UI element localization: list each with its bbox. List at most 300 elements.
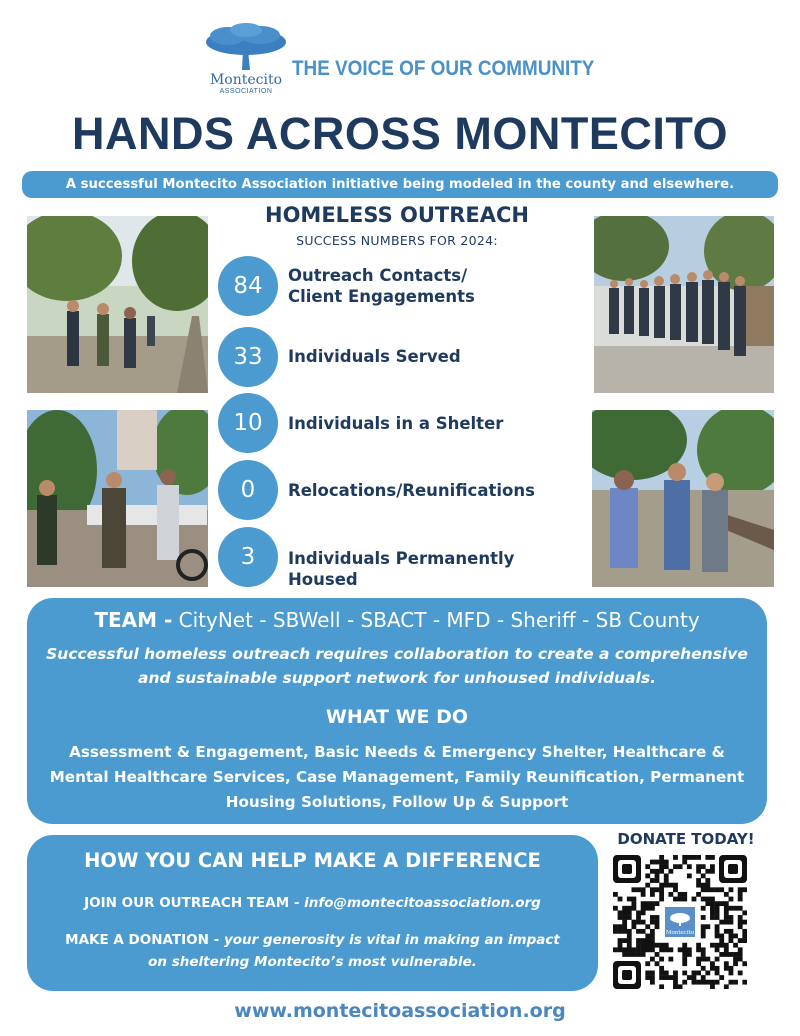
qr-module xyxy=(636,938,641,943)
qr-module xyxy=(659,966,664,971)
qr-module xyxy=(645,873,650,878)
qr-module xyxy=(678,984,683,989)
qr-module xyxy=(719,934,724,939)
qr-module xyxy=(645,924,650,929)
stat-value: 0 xyxy=(218,460,278,520)
qr-module xyxy=(659,869,664,874)
qr-module xyxy=(692,971,697,976)
what-we-do-description: Assessment & Engagement, Basic Needs & Emergency Shelter, Healthcare & Mental Healthcare Services, Case Management, Family Reunification, Permanent Housing Solutions, Follow Up & Support xyxy=(49,743,745,811)
qr-module xyxy=(636,947,641,952)
stat-label xyxy=(288,265,475,307)
qr-module xyxy=(719,901,724,906)
donate-text: your generosity is vital in making an impact on sheltering Montecito’s most vulnerable. xyxy=(148,932,560,970)
qr-module xyxy=(664,975,669,980)
qr-module xyxy=(678,947,683,952)
help-title: HOW YOU CAN HELP MAKE A DIFFERENCE xyxy=(84,849,541,872)
qr-module xyxy=(729,906,734,911)
outreach-subtitle: SUCCESS NUMBERS FOR 2024: xyxy=(296,233,498,248)
help-panel xyxy=(27,835,598,991)
qr-module xyxy=(622,906,627,911)
qr-module xyxy=(627,943,632,948)
qr-module xyxy=(655,878,660,883)
team-panel xyxy=(27,598,767,824)
qr-module xyxy=(687,975,692,980)
qr-module xyxy=(622,947,627,952)
qr-module xyxy=(645,901,650,906)
qr-module xyxy=(701,957,706,962)
qr-module xyxy=(733,961,738,966)
qr-module xyxy=(631,947,636,952)
qr-module xyxy=(705,887,710,892)
qr-module xyxy=(729,938,734,943)
qr-module xyxy=(710,855,715,860)
qr-module xyxy=(673,975,678,980)
qr-module xyxy=(668,957,673,962)
qr-module xyxy=(710,887,715,892)
qr-module xyxy=(678,892,683,897)
qr-module xyxy=(682,961,687,966)
join-email-link[interactable]: info@montecitoassociation.org xyxy=(304,895,541,911)
qr-module xyxy=(701,915,706,920)
stat-label-line: Housed xyxy=(288,570,358,589)
stat-value: 84 xyxy=(218,256,278,316)
qr-module xyxy=(631,887,636,892)
qr-module xyxy=(622,952,627,957)
qr-module xyxy=(627,915,632,920)
stat-relocations xyxy=(218,460,588,520)
what-we-do-title: WHAT WE DO xyxy=(325,706,469,728)
qr-module xyxy=(729,980,734,985)
qr-module xyxy=(696,855,701,860)
qr-module xyxy=(682,855,687,860)
qr-module xyxy=(715,924,720,929)
qr-module xyxy=(655,943,660,948)
qr-module xyxy=(622,915,627,920)
qr-module xyxy=(627,910,632,915)
qr-module xyxy=(636,920,641,925)
qr-module xyxy=(733,957,738,962)
qr-module xyxy=(738,920,743,925)
footer-website-link[interactable]: www.montecitoassociation.org xyxy=(234,1000,566,1022)
montecito-association-logo xyxy=(198,22,294,104)
qr-module xyxy=(682,952,687,957)
qr-module xyxy=(673,980,678,985)
qr-module xyxy=(655,915,660,920)
qr-module xyxy=(664,971,669,976)
qr-module xyxy=(645,947,650,952)
qr-module xyxy=(659,860,664,865)
qr-module xyxy=(650,920,655,925)
qr-module xyxy=(738,906,743,911)
qr-module xyxy=(636,929,641,934)
donate-label: MAKE A DONATION - xyxy=(65,932,220,948)
qr-module xyxy=(618,924,623,929)
qr-module xyxy=(655,920,660,925)
qr-module xyxy=(701,947,706,952)
qr-module xyxy=(659,887,664,892)
qr-module xyxy=(701,966,706,971)
qr-module xyxy=(650,980,655,985)
qr-module xyxy=(622,938,627,943)
qr-module xyxy=(641,952,646,957)
donate-title: DONATE TODAY! xyxy=(617,830,755,848)
qr-module xyxy=(738,938,743,943)
qr-module xyxy=(659,864,664,869)
qr-module xyxy=(715,901,720,906)
qr-module xyxy=(641,929,646,934)
qr-module xyxy=(729,934,734,939)
qr-module xyxy=(710,901,715,906)
qr-module xyxy=(641,910,646,915)
qr-module xyxy=(715,906,720,911)
qr-module xyxy=(636,910,641,915)
qr-module xyxy=(696,892,701,897)
qr-module xyxy=(627,906,632,911)
qr-module xyxy=(664,947,669,952)
qr-module xyxy=(673,984,678,989)
stat-label: Individuals Served xyxy=(288,347,461,366)
qr-module xyxy=(742,887,747,892)
qr-module xyxy=(650,915,655,920)
qr-module xyxy=(715,947,720,952)
photo-three-outreach-workers xyxy=(592,410,774,587)
stat-individuals-in-shelter xyxy=(218,393,588,453)
qr-module xyxy=(650,901,655,906)
qr-module xyxy=(655,860,660,865)
stat-value: 10 xyxy=(218,393,278,453)
qr-module xyxy=(724,961,729,966)
donate-qr-code[interactable] xyxy=(613,855,747,989)
qr-module xyxy=(613,892,618,897)
qr-module xyxy=(627,929,632,934)
qr-module xyxy=(631,924,636,929)
qr-module xyxy=(664,864,669,869)
qr-module xyxy=(733,934,738,939)
qr-module xyxy=(710,984,715,989)
qr-module xyxy=(627,952,632,957)
qr-module xyxy=(622,924,627,929)
qr-module xyxy=(636,943,641,948)
qr-module xyxy=(650,975,655,980)
qr-module xyxy=(710,910,715,915)
qr-module xyxy=(710,980,715,985)
qr-module xyxy=(682,947,687,952)
qr-module xyxy=(650,934,655,939)
qr-module xyxy=(618,943,623,948)
qr-module xyxy=(696,869,701,874)
qr-module xyxy=(664,878,669,883)
logo-name: Montecito xyxy=(209,72,283,88)
qr-module xyxy=(618,929,623,934)
qr-module xyxy=(692,855,697,860)
qr-module xyxy=(655,873,660,878)
qr-module xyxy=(659,883,664,888)
qr-module xyxy=(631,920,636,925)
qr-module xyxy=(715,915,720,920)
qr-module xyxy=(627,938,632,943)
qr-module xyxy=(655,887,660,892)
qr-module xyxy=(724,901,729,906)
qr-module xyxy=(696,961,701,966)
qr-module xyxy=(622,910,627,915)
qr-module xyxy=(705,855,710,860)
qr-module xyxy=(687,873,692,878)
photo-team-walking-railroad xyxy=(27,216,208,393)
qr-module xyxy=(659,892,664,897)
qr-module xyxy=(613,906,618,911)
qr-module xyxy=(696,971,701,976)
qr-module xyxy=(710,869,715,874)
stat-label: Individuals in a Shelter xyxy=(288,414,504,433)
qr-module xyxy=(738,887,743,892)
qr-module xyxy=(655,869,660,874)
qr-module xyxy=(701,864,706,869)
qr-module xyxy=(724,947,729,952)
qr-module xyxy=(705,901,710,906)
qr-module xyxy=(687,952,692,957)
qr-module xyxy=(678,897,683,902)
qr-module xyxy=(650,892,655,897)
qr-module xyxy=(673,897,678,902)
qr-module xyxy=(719,938,724,943)
qr-module xyxy=(729,966,734,971)
qr-module xyxy=(618,938,623,943)
qr-module xyxy=(724,952,729,957)
qr-module xyxy=(719,920,724,925)
qr-module xyxy=(733,952,738,957)
qr-module xyxy=(682,892,687,897)
tagline: THE VOICE OF OUR COMMUNITY xyxy=(292,57,595,80)
qr-module xyxy=(655,961,660,966)
qr-module xyxy=(645,883,650,888)
qr-module xyxy=(742,929,747,934)
qr-module xyxy=(705,980,710,985)
qr-module xyxy=(701,883,706,888)
qr-module xyxy=(655,901,660,906)
qr-module xyxy=(641,906,646,911)
qr-module xyxy=(733,906,738,911)
qr-module xyxy=(719,887,724,892)
qr-module xyxy=(631,897,636,902)
qr-module xyxy=(692,897,697,902)
stat-label: Relocations/Reunifications xyxy=(288,481,535,500)
qr-module xyxy=(659,947,664,952)
qr-module xyxy=(705,971,710,976)
qr-module xyxy=(701,897,706,902)
qr-module xyxy=(705,957,710,962)
logo-subtitle: ASSOCIATION xyxy=(219,88,273,95)
qr-module xyxy=(738,957,743,962)
qr-module xyxy=(664,860,669,865)
qr-module xyxy=(673,887,678,892)
qr-module xyxy=(715,943,720,948)
qr-module xyxy=(715,971,720,976)
qr-module xyxy=(692,975,697,980)
qr-module xyxy=(664,873,669,878)
qr-module xyxy=(645,938,650,943)
qr-module xyxy=(687,855,692,860)
team-description: Successful homeless outreach requires collaboration to create a comprehensive and sustainable support network for unhoused individuals. xyxy=(46,645,748,687)
qr-module xyxy=(668,975,673,980)
qr-module xyxy=(715,929,720,934)
qr-module xyxy=(631,901,636,906)
qr-module xyxy=(724,915,729,920)
qr-module xyxy=(622,929,627,934)
qr-module xyxy=(710,943,715,948)
qr-module xyxy=(650,887,655,892)
qr-module xyxy=(724,943,729,948)
qr-module xyxy=(742,910,747,915)
outreach-title: HOMELESS OUTREACH xyxy=(265,203,529,227)
qr-module xyxy=(742,961,747,966)
qr-module xyxy=(627,934,632,939)
qr-module xyxy=(678,864,683,869)
qr-module xyxy=(701,934,706,939)
qr-module xyxy=(641,943,646,948)
qr-module xyxy=(659,984,664,989)
qr-module xyxy=(668,869,673,874)
join-team-line xyxy=(27,895,598,911)
qr-module xyxy=(650,860,655,865)
qr-module xyxy=(729,971,734,976)
qr-module xyxy=(719,952,724,957)
photo-outreach-group xyxy=(594,216,774,393)
qr-module xyxy=(738,952,743,957)
qr-module xyxy=(724,929,729,934)
qr-module xyxy=(645,961,650,966)
qr-module xyxy=(738,897,743,902)
qr-module xyxy=(673,883,678,888)
qr-module xyxy=(715,980,720,985)
qr-module xyxy=(641,947,646,952)
qr-module xyxy=(738,915,743,920)
qr-module xyxy=(701,906,706,911)
qr-module xyxy=(696,878,701,883)
stat-label-line: Outreach Contacts/ xyxy=(288,266,468,285)
team-partners: CityNet - SBWell - SBACT - MFD - Sheriff - SB County xyxy=(178,608,700,632)
qr-module xyxy=(742,980,747,985)
qr-module xyxy=(705,878,710,883)
qr-module xyxy=(724,892,729,897)
qr-module xyxy=(659,855,664,860)
qr-module xyxy=(696,883,701,888)
qr-module xyxy=(715,957,720,962)
qr-module xyxy=(627,897,632,902)
qr-module xyxy=(705,897,710,902)
qr-module xyxy=(645,934,650,939)
qr-module xyxy=(701,980,706,985)
qr-module xyxy=(701,924,706,929)
qr-module xyxy=(650,947,655,952)
qr-module xyxy=(618,897,623,902)
qr-module xyxy=(724,906,729,911)
qr-module xyxy=(742,938,747,943)
qr-module xyxy=(673,864,678,869)
qr-module xyxy=(636,887,641,892)
team-line xyxy=(27,608,767,632)
donation-line xyxy=(57,929,568,973)
qr-module xyxy=(659,897,664,902)
qr-module xyxy=(738,924,743,929)
qr-module xyxy=(618,910,623,915)
qr-module xyxy=(641,938,646,943)
qr-module xyxy=(715,966,720,971)
qr-module xyxy=(724,966,729,971)
qr-module xyxy=(724,984,729,989)
qr-module xyxy=(710,906,715,911)
qr-module xyxy=(613,929,618,934)
qr-module xyxy=(650,929,655,934)
qr-module xyxy=(650,943,655,948)
qr-module xyxy=(729,920,734,925)
qr-module xyxy=(715,934,720,939)
qr-module xyxy=(701,873,706,878)
qr-module xyxy=(710,915,715,920)
qr-module xyxy=(627,947,632,952)
qr-module xyxy=(729,915,734,920)
qr-module xyxy=(710,961,715,966)
qr-module xyxy=(729,929,734,934)
stat-label-line: Individuals Permanently xyxy=(288,549,515,568)
stat-individuals-served xyxy=(218,327,588,387)
qr-module xyxy=(682,971,687,976)
qr-module xyxy=(682,943,687,948)
qr-module xyxy=(719,943,724,948)
tree-icon xyxy=(198,22,294,74)
qr-module xyxy=(733,943,738,948)
qr-module xyxy=(673,855,678,860)
qr-module xyxy=(659,943,664,948)
stat-label-line: Client Engagements xyxy=(288,287,475,306)
qr-module xyxy=(692,980,697,985)
qr-module xyxy=(701,975,706,980)
qr-module xyxy=(682,897,687,902)
qr-module xyxy=(622,920,627,925)
qr-module xyxy=(650,869,655,874)
stat-value: 3 xyxy=(218,527,278,587)
qr-module xyxy=(659,957,664,962)
join-label: JOIN OUR OUTREACH TEAM - xyxy=(84,895,300,911)
team-label: TEAM - xyxy=(94,608,173,632)
qr-module xyxy=(618,947,623,952)
qr-module xyxy=(650,971,655,976)
qr-module xyxy=(729,952,734,957)
qr-module xyxy=(715,910,720,915)
qr-module xyxy=(738,892,743,897)
qr-module xyxy=(715,887,720,892)
qr-module xyxy=(668,947,673,952)
qr-module xyxy=(668,892,673,897)
qr-module xyxy=(710,864,715,869)
qr-module xyxy=(710,897,715,902)
qr-module xyxy=(696,980,701,985)
qr-module xyxy=(696,957,701,962)
qr-module xyxy=(631,906,636,911)
qr-module xyxy=(618,915,623,920)
qr-module xyxy=(668,883,673,888)
qr-module xyxy=(641,901,646,906)
stat-label xyxy=(288,548,514,590)
qr-module xyxy=(613,947,618,952)
stat-permanently-housed xyxy=(218,527,588,587)
qr-module xyxy=(664,883,669,888)
qr-module xyxy=(719,975,724,980)
qr-module xyxy=(659,975,664,980)
qr-module xyxy=(650,906,655,911)
qr-module xyxy=(641,887,646,892)
qr-module xyxy=(705,924,710,929)
qr-module xyxy=(701,929,706,934)
